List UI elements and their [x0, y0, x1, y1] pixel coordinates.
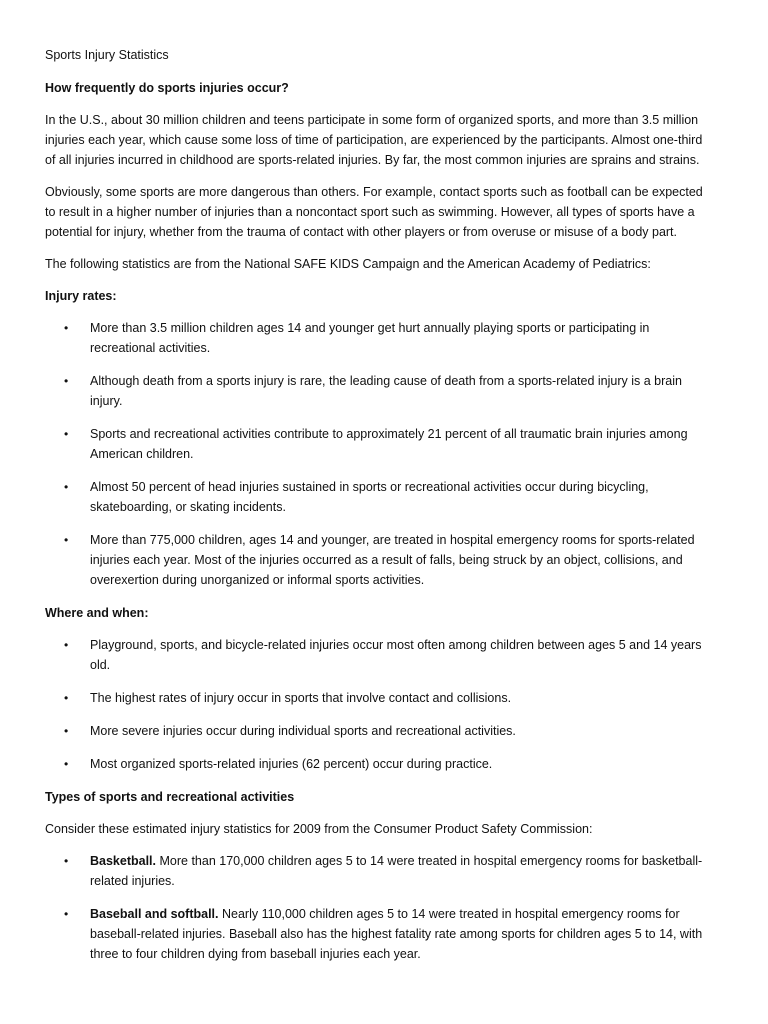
paragraph-participation: In the U.S., about 30 million children and teens participate in some form of organized sports, and more than 3.5 million injuries each year, which cause some loss of time of participation, are experienced by the participants. Almost one-third of all injuries incurred in childhood are sports-related injuries. By far, the most common injuries are sprains and strains. — [45, 113, 703, 167]
bullet-icon: • — [64, 691, 69, 705]
sport-name: Baseball and softball. — [90, 907, 219, 921]
list-item — [45, 424, 712, 464]
list-item-text: Nearly 110,000 children ages 5 to 14 were treated in hospital emergency rooms for baseball-related injuries. Baseball also has the highest fatality rate among sports for children ages 5 to 14, with three to four children dying from baseball injuries each year. — [90, 907, 703, 961]
list-item-text: The highest rates of injury occur in sports that involve contact and collisions. — [90, 691, 512, 705]
paragraph-types-intro: Consider these estimated injury statistics for 2009 from the Consumer Product Safety Commission: — [45, 822, 593, 836]
heading-frequency: How frequently do sports injuries occur? — [45, 81, 289, 95]
heading-injury-rates: Injury rates: — [45, 289, 117, 303]
heading-types: Types of sports and recreational activities — [45, 790, 295, 804]
bullet-icon: • — [64, 638, 69, 652]
bullet-icon: • — [64, 321, 69, 335]
list-item-text: Almost 50 percent of head injuries sustained in sports or recreational activities occur during bicycling, skateboarding, or skating incidents. — [90, 480, 649, 514]
list-item — [45, 477, 712, 517]
injury-rates-list — [45, 318, 712, 590]
bullet-icon: • — [64, 724, 69, 738]
list-item-text: More than 3.5 million children ages 14 and younger get hurt annually playing sports or participating in recreational activities. — [90, 321, 650, 355]
list-item-text: Most organized sports-related injuries (62 percent) occur during practice. — [90, 757, 493, 771]
sport-name: Basketball. — [90, 854, 157, 868]
list-item-text: Although death from a sports injury is rare, the leading cause of death from a sports-related injury is a brain injury. — [90, 374, 682, 408]
bullet-icon: • — [64, 374, 69, 388]
bullet-icon: • — [64, 757, 69, 771]
document-title: Sports Injury Statistics — [45, 48, 169, 62]
list-item — [45, 635, 712, 675]
list-item-text: More severe injuries occur during individual sports and recreational activities. — [90, 724, 516, 738]
list-item — [45, 754, 712, 774]
list-item — [45, 688, 712, 708]
where-when-list — [45, 635, 712, 774]
paragraph-source: The following statistics are from the National SAFE KIDS Campaign and the American Academy of Pediatrics: — [45, 257, 651, 271]
types-list — [45, 851, 712, 964]
list-item-text: Sports and recreational activities contribute to approximately 21 percent of all traumatic brain injuries among American children. — [90, 427, 688, 461]
list-item-text: Playground, sports, and bicycle-related injuries occur most often among children between ages 5 and 14 years old. — [90, 638, 702, 672]
list-item-text: More than 170,000 children ages 5 to 14 were treated in hospital emergency rooms for basketball-related injuries. — [90, 854, 703, 888]
list-item — [45, 904, 712, 964]
paragraph-dangerous-sports: Obviously, some sports are more dangerous than others. For example, contact sports such as football can be expected to result in a higher number of injuries than a noncontact sport such as swimming. However, all types of sports have a potential for injury, whether from the trauma of contact with other players or from overuse or misuse of a body part. — [45, 185, 703, 239]
list-item — [45, 721, 712, 741]
bullet-icon: • — [64, 427, 69, 441]
document-body — [45, 78, 712, 977]
list-item — [45, 530, 712, 590]
list-item — [45, 371, 712, 411]
bullet-icon: • — [64, 907, 69, 921]
list-item — [45, 851, 712, 891]
heading-where-when: Where and when: — [45, 606, 149, 620]
list-item — [45, 318, 712, 358]
list-item-text: More than 775,000 children, ages 14 and younger, are treated in hospital emergency rooms for sports-related injuries each year. Most of the injuries occurred as a result of falls, being struck by an object, collisions, and overexertion during unorganized or informal sports activities. — [90, 533, 695, 587]
bullet-icon: • — [64, 480, 69, 494]
bullet-icon: • — [64, 854, 69, 868]
bullet-icon: • — [64, 533, 69, 547]
